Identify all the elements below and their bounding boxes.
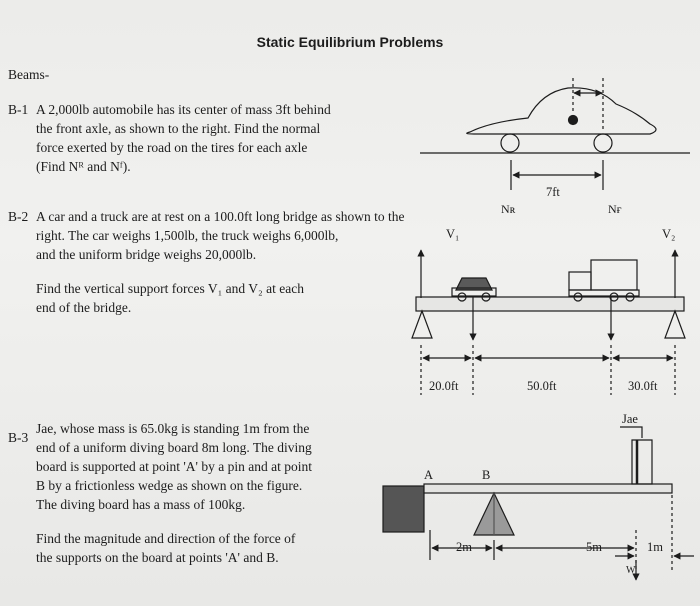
b2-dim-label-2: 50.0ft [527, 379, 557, 393]
problem-b3-line-5: The diving board has a mass of 100kg. [36, 497, 246, 512]
problem-b3-find-line-2: the supports on the board at points 'A' and B. [36, 550, 279, 565]
problem-b1-line-3: force exerted by the road on the tires for each axle [36, 140, 308, 155]
problem-b2-label: B-2 [8, 209, 29, 224]
b2-v1-label: V₁ [446, 227, 460, 241]
problem-b2-find-line-1: Find the vertical support forces V₁ and V₂ at each [36, 281, 304, 296]
b2-dim-label-3: 30.0ft [628, 379, 658, 393]
problem-b3-line-1: Jae, whose mass is 65.0kg is standing 1m from the [36, 421, 310, 436]
problem-b1-line-2: the front axle, as shown to the right. Find the normal [36, 121, 321, 136]
b3-point-a-label: A [424, 468, 434, 482]
b2-bridge-deck [416, 297, 684, 311]
b2-v2-label: V₂ [662, 227, 676, 241]
problem-b1-line-1: A 2,000lb automobile has its center of mass 3ft behind [36, 102, 331, 117]
b3-w-label: W [626, 565, 636, 576]
problem-b3-find-line-1: Find the magnitude and direction of the force of [36, 531, 296, 546]
problem-b2-line-3: and the uniform bridge weighs 20,000lb. [36, 247, 257, 262]
section-heading: Beams- [8, 67, 50, 82]
b3-diving-board-diagram [383, 427, 694, 580]
problem-b3-line-2: end of a uniform diving board 8m long. The diving [36, 440, 312, 455]
b1-7ft-label: 7ft [546, 185, 560, 199]
b3-point-b-label: B [482, 468, 491, 482]
b3-jae-label: Jae [622, 412, 638, 426]
b2-right-support [665, 311, 685, 338]
b3-2m-label: 2m [456, 540, 472, 554]
b2-dim-label-1: 20.0ft [429, 379, 459, 393]
problem-b1-label: B-1 [8, 102, 29, 117]
problem-b3-label: B-3 [8, 430, 29, 445]
problem-b2-line-2: right. The car weighs 1,500lb, the truck weighs 6,000lb, [36, 228, 339, 243]
b1-nr-label: Nʀ [501, 202, 516, 216]
problem-b3-line-3: board is supported at point 'A' by a pin and at point [36, 459, 312, 474]
problem-b2-find-line-2: end of the bridge. [36, 300, 132, 315]
b2-left-support [412, 311, 432, 338]
b1-car-diagram [420, 78, 690, 190]
problem-b3-line-4: B by a frictionless wedge as shown on the figure. [36, 478, 303, 493]
problem-b2-line-1: A car and a truck are at rest on a 100.0ft long bridge as shown to the [36, 209, 405, 224]
b2-bridge-diagram [412, 250, 685, 395]
b1-car-body [467, 88, 656, 134]
b1-front-wheel [594, 134, 612, 152]
b1-nf-label: Nғ [608, 202, 622, 216]
b1-center-of-mass-dot [569, 116, 578, 125]
b1-rear-wheel [501, 134, 519, 152]
b3-board [424, 484, 672, 493]
b2-truck [569, 260, 639, 301]
page-title: Static Equilibrium Problems [256, 34, 444, 50]
b3-1m-label: 1m [647, 540, 663, 554]
b3-pin-block [383, 486, 424, 532]
b3-5m-label: 5m [586, 540, 602, 554]
problem-b1-line-4: (Find Nᴿ and Nᶠ). [36, 159, 131, 174]
